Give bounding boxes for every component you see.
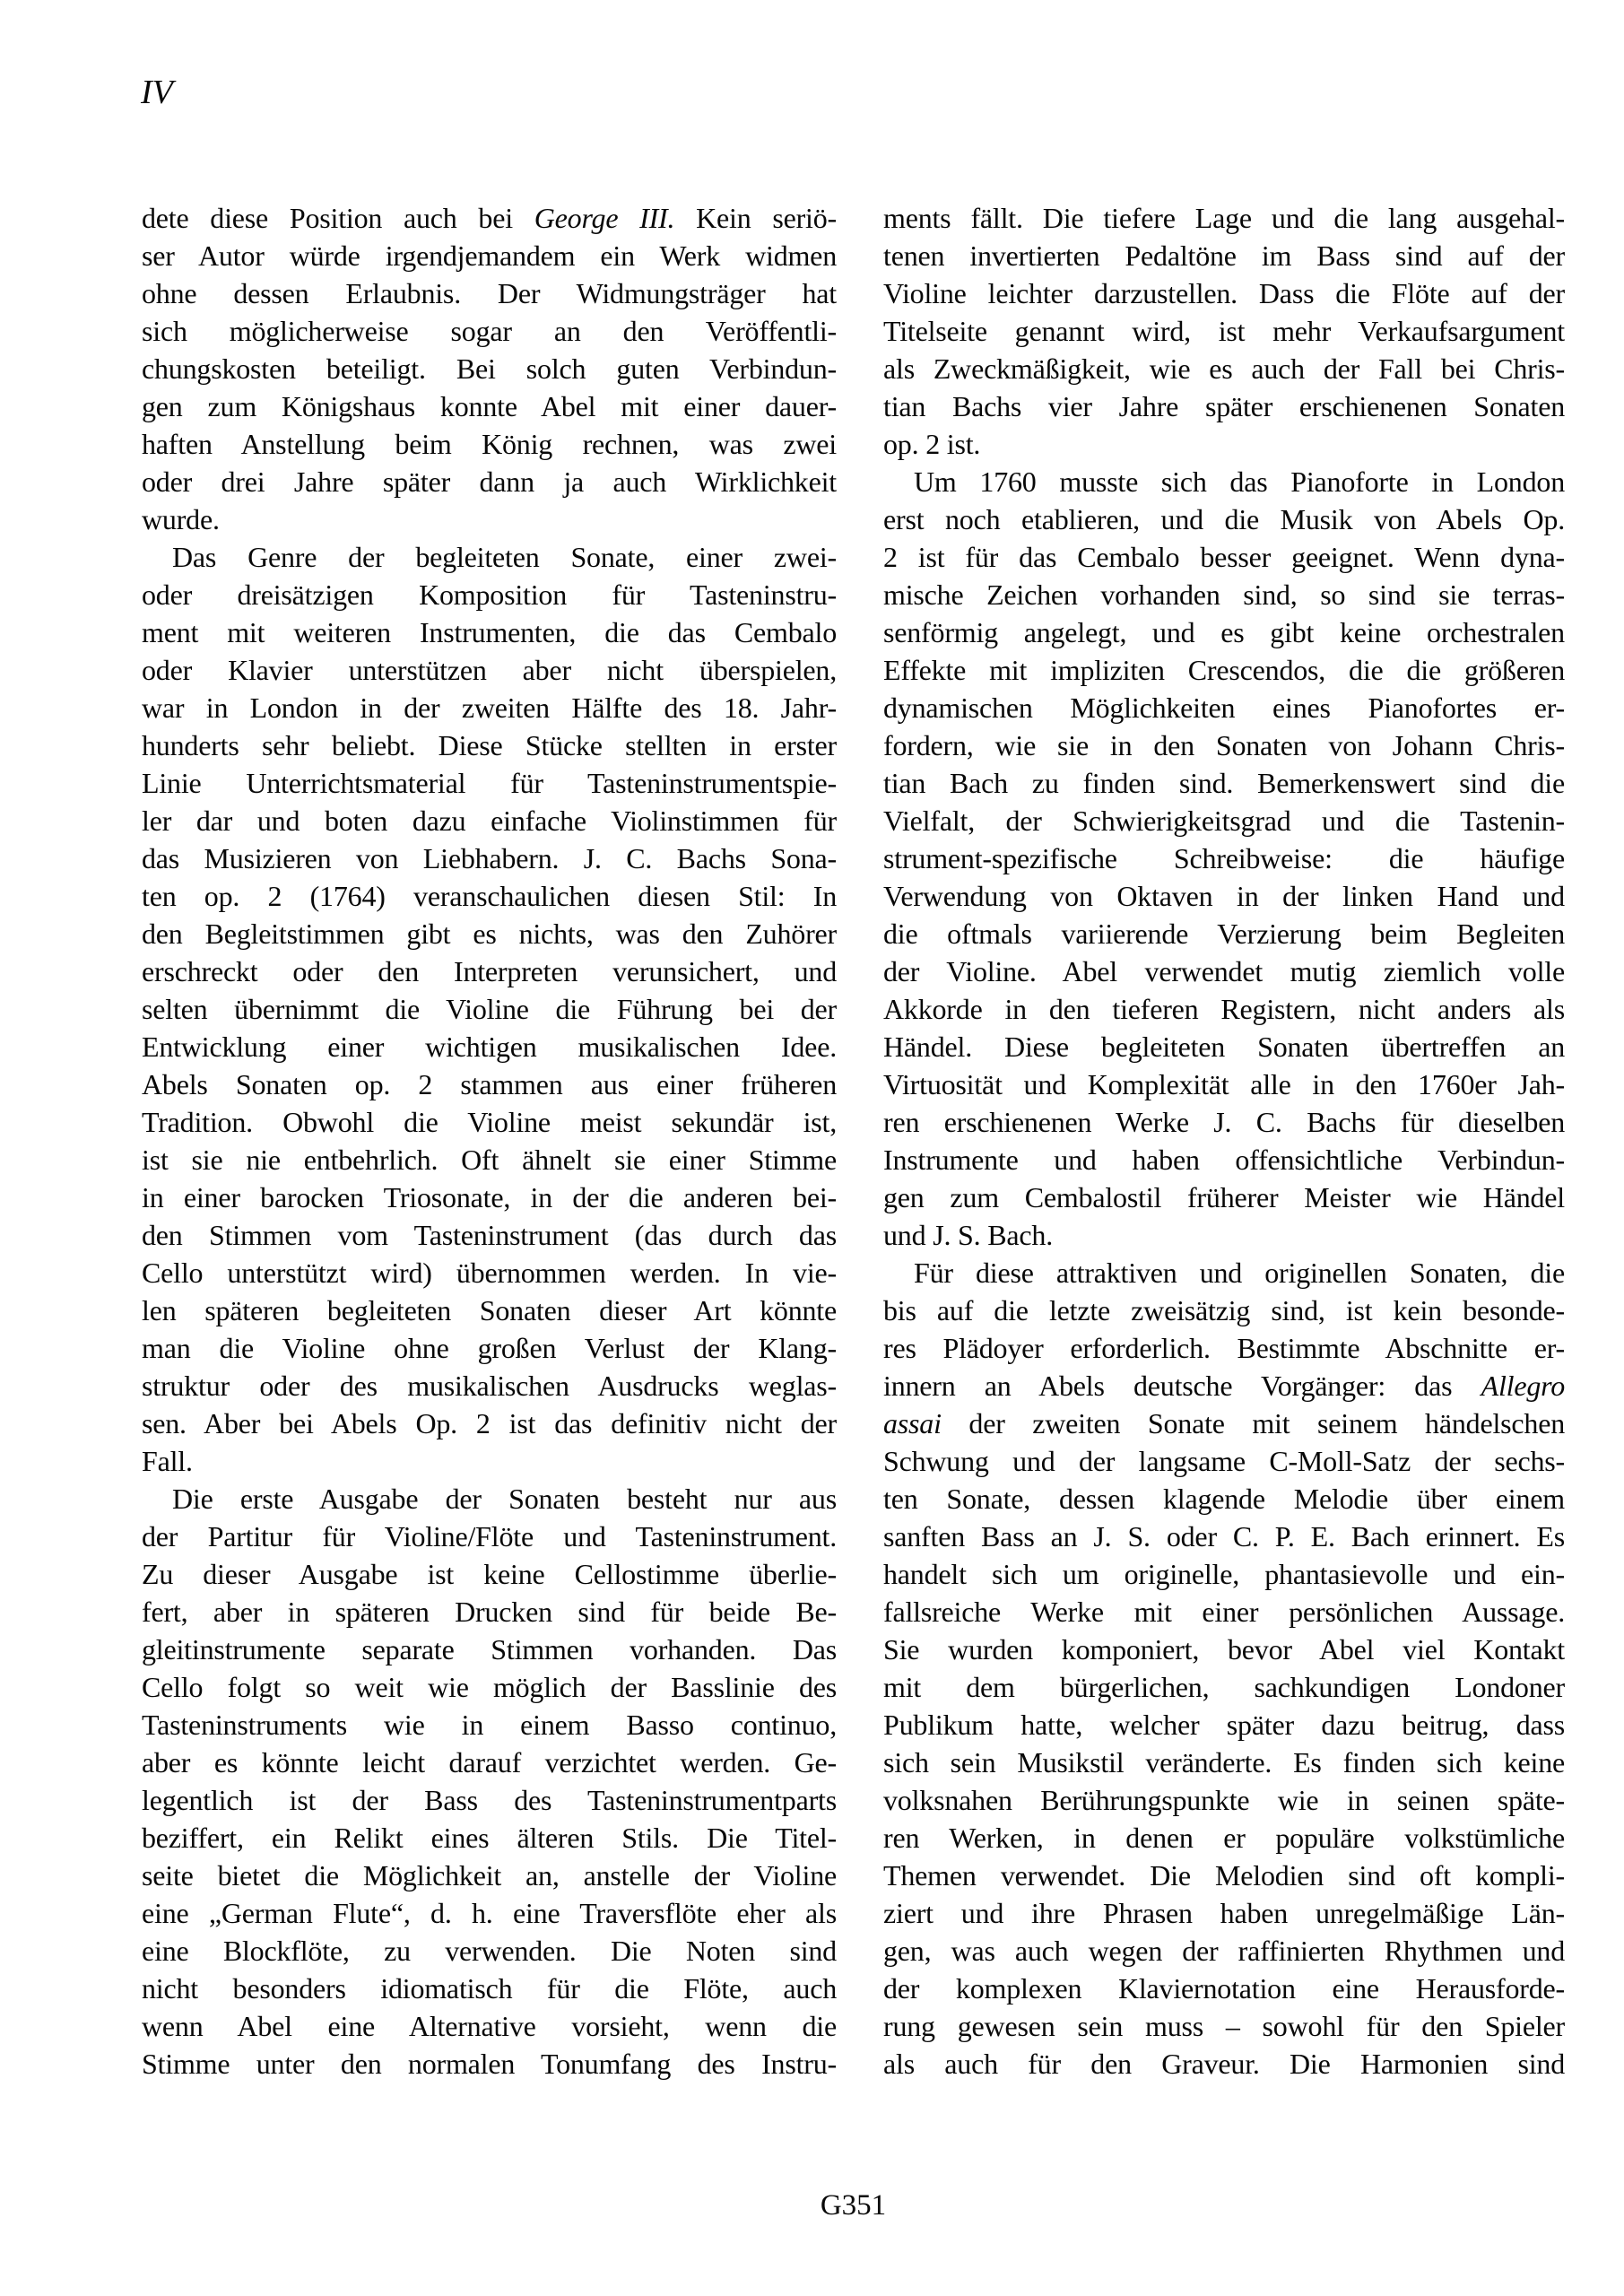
paragraph	[883, 463, 1565, 1254]
text-line: fordern, wie sie in den Sonaten von Johann Chris-	[883, 729, 1565, 761]
text-line: tenen invertierten Pedaltöne im Bass sind auf der	[883, 239, 1565, 272]
text-line: Für diese attraktiven und originellen Sonaten, die	[914, 1257, 1565, 1289]
text-line: als auch für den Graveur. Die Harmonien sind	[883, 2048, 1565, 2080]
text-line: Abels Sonaten op. 2 stammen aus einer früheren	[142, 1068, 837, 1100]
text-line: fallsreiche Werke mit einer persönlichen Aussage.	[883, 1596, 1565, 1628]
text-line: seite bietet die Möglichkeit an, anstelle der Violine	[142, 1859, 837, 1892]
text-line: Händel. Diese begleiteten Sonaten übertreffen an	[883, 1031, 1565, 1063]
text-line: sich möglicherweise sogar an den Veröffentli-	[142, 315, 837, 347]
text-line: ler dar und boten dazu einfache Violinstimmen für	[142, 804, 837, 837]
italic-text-segment: assai	[883, 1407, 942, 1439]
text-segment: Kein seriö-	[674, 202, 837, 234]
text-line: gen, was auch wegen der raffinierten Rhythmen und	[883, 1935, 1565, 1967]
text-line: legentlich ist der Bass des Tasteninstrumentparts	[142, 1784, 837, 1816]
text-line: Publikum hatte, welcher später dazu beitrug, dass	[883, 1709, 1565, 1741]
text-line: wenn Abel eine Alternative vorsieht, wenn die	[142, 2010, 837, 2042]
text-line	[142, 199, 837, 237]
text-line: Virtuosität und Komplexität alle in den 1760er Jah-	[883, 1068, 1565, 1100]
text-line: erst noch etablieren, und die Musik von Abels Op.	[883, 503, 1565, 535]
two-column-text-block	[142, 199, 1565, 2083]
text-line: ren Werken, in denen er populäre volkstümliche	[883, 1822, 1565, 1854]
text-line: gleitinstrumente separate Stimmen vorhanden. Das	[142, 1633, 837, 1665]
text-line: wurde.	[142, 503, 220, 535]
text-line: Linie Unterrichtsmaterial für Tasteninstrumentspie-	[142, 767, 837, 799]
text-line: haften Anstellung beim König rechnen, was zwei	[142, 428, 837, 460]
text-line: das Musizieren von Liebhabern. J. C. Bachs Sona-	[142, 842, 837, 874]
text-line: gen zum Cembalostil früherer Meister wie Händel	[883, 1181, 1565, 1213]
text-line: Tradition. Obwohl die Violine meist sekundär ist,	[142, 1106, 837, 1138]
right-column	[883, 199, 1565, 2083]
text-line: oder drei Jahre später dann ja auch Wirklichkeit	[142, 465, 837, 498]
text-line: Cello folgt so weit wie möglich der Basslinie des	[142, 1671, 837, 1703]
text-line: nicht besonders idiomatisch für die Flöte, auch	[142, 1972, 837, 2005]
page-number-roman: IV	[141, 74, 173, 111]
text-line: eine „German Flute“, d. h. eine Traversflöte eher als	[142, 1897, 837, 1929]
text-line: Zu dieser Ausgabe ist keine Cellostimme überlie-	[142, 1558, 837, 1590]
text-line: Titelseite genannt wird, ist mehr Verkaufsargument	[883, 315, 1565, 347]
text-line: als Zweckmäßigkeit, wie es auch der Fall bei Chris-	[883, 352, 1565, 385]
text-line: Akkorde in den tieferen Registern, nicht anders als	[883, 993, 1565, 1025]
plate-number: G351	[820, 2189, 887, 2222]
text-line: und J. S. Bach.	[883, 1219, 1054, 1251]
text-line: sich sein Musikstil veränderte. Es finden sich keine	[883, 1746, 1565, 1779]
text-line: tian Bach zu finden sind. Bemerkenswert sind die	[883, 767, 1565, 799]
text-line: ten Sonate, dessen klagende Melodie über einem	[883, 1483, 1565, 1515]
text-line: ments fällt. Die tiefere Lage und die lang ausgehal-	[883, 202, 1565, 234]
text-line	[883, 1367, 1565, 1405]
left-column	[142, 199, 837, 2083]
text-line: der Partitur für Violine/Flöte und Tasteninstrument.	[142, 1520, 837, 1552]
text-line: op. 2 ist.	[883, 428, 981, 460]
text-line: ziert und ihre Phrasen haben unregelmäßige Län-	[883, 1897, 1565, 1929]
text-line: aber es könnte leicht darauf verzichtet werden. Ge-	[142, 1746, 837, 1779]
paragraph	[883, 199, 1565, 463]
text-line	[883, 1405, 1565, 1442]
italic-text-segment: George III.	[534, 202, 675, 234]
text-segment: der zweiten Sonate mit seinem händelschen	[941, 1407, 1565, 1439]
text-line: fert, aber in späteren Drucken sind für beide Be-	[142, 1596, 837, 1628]
text-line: rung gewesen sein muss – sowohl für den Spieler	[883, 2010, 1565, 2042]
paragraph	[142, 538, 837, 1480]
text-line: selten übernimmt die Violine die Führung bei der	[142, 993, 837, 1025]
text-line: Effekte mit impliziten Crescendos, die die größeren	[883, 654, 1565, 686]
text-line: ren erschienenen Werke J. C. Bachs für dieselben	[883, 1106, 1565, 1138]
text-line: Das Genre der begleiteten Sonate, einer zwei-	[172, 541, 837, 573]
text-line: hunderts sehr beliebt. Diese Stücke stellten in erster	[142, 729, 837, 761]
text-line: dynamischen Möglichkeiten eines Pianofortes er-	[883, 691, 1565, 724]
text-line: der komplexen Klaviernotation eine Herausforde-	[883, 1972, 1565, 2005]
text-line: Tasteninstruments wie in einem Basso continuo,	[142, 1709, 837, 1741]
text-line: man die Violine ohne großen Verlust der Klang-	[142, 1332, 837, 1364]
text-line: Cello unterstützt wird) übernommen werden. In vie-	[142, 1257, 837, 1289]
text-line: handelt sich um originelle, phantasievolle und ein-	[883, 1558, 1565, 1590]
text-line: senförmig angelegt, und es gibt keine orchestralen	[883, 616, 1565, 648]
text-line: in einer barocken Triosonate, in der die anderen bei-	[142, 1181, 837, 1213]
text-line: 2 ist für das Cembalo besser geeignet. Wenn dyna-	[883, 541, 1565, 573]
text-line: den Begleitstimmen gibt es nichts, was den Zuhörer	[142, 918, 837, 950]
text-line: sanften Bass an J. S. oder C. P. E. Bach erinnert. Es	[883, 1520, 1565, 1552]
italic-text-segment: Allegro	[1481, 1370, 1565, 1402]
text-line: strument-spezifische Schreibweise: die häufige	[883, 842, 1565, 874]
text-line: ment mit weiteren Instrumenten, die das Cembalo	[142, 616, 837, 648]
text-line: bis auf die letzte zweisätzig sind, ist kein besonde-	[883, 1294, 1565, 1326]
text-line: war in London in der zweiten Hälfte des 18. Jahr-	[142, 691, 837, 724]
text-line: ten op. 2 (1764) veranschaulichen diesen Stil: In	[142, 880, 837, 912]
text-line: struktur oder des musikalischen Ausdrucks weglas-	[142, 1370, 837, 1402]
text-line: erschreckt oder den Interpreten verunsichert, und	[142, 955, 837, 987]
text-line: die oftmals variierende Verzierung beim Begleiten	[883, 918, 1565, 950]
text-line: eine Blockflöte, zu verwenden. Die Noten sind	[142, 1935, 837, 1967]
paragraph	[883, 1254, 1565, 2083]
text-line: Entwicklung einer wichtigen musikalischen Idee.	[142, 1031, 837, 1063]
text-line: volksnahen Berührungspunkte wie in seinen späte-	[883, 1784, 1565, 1816]
text-line: Instrumente und haben offensichtliche Verbindun-	[883, 1144, 1565, 1176]
text-line: mische Zeichen vorhanden sind, so sind sie terras-	[883, 578, 1565, 611]
text-line: Schwung und der langsame C-Moll-Satz der sechs-	[883, 1445, 1565, 1477]
text-line: ist sie nie entbehrlich. Oft ähnelt sie einer Stimme	[142, 1144, 837, 1176]
paragraph	[142, 1480, 837, 2083]
text-line: Vielfalt, der Schwierigkeitsgrad und die Tastenin-	[883, 804, 1565, 837]
text-line: beziffert, ein Relikt eines älteren Stils. Die Titel-	[142, 1822, 837, 1854]
column-gutter	[837, 199, 883, 2083]
text-line: Fall.	[142, 1445, 193, 1477]
text-line: oder dreisätzigen Komposition für Tasteninstru-	[142, 578, 837, 611]
text-line: gen zum Königshaus konnte Abel mit einer dauer-	[142, 390, 837, 422]
text-line: Die erste Ausgabe der Sonaten besteht nur aus	[172, 1483, 837, 1515]
text-line: res Plädoyer erforderlich. Bestimmte Abschnitte er-	[883, 1332, 1565, 1364]
text-line: Stimme unter den normalen Tonumfang des Instru-	[142, 2048, 837, 2080]
text-line: der Violine. Abel verwendet mutig ziemlich volle	[883, 955, 1565, 987]
text-line: den Stimmen vom Tasteninstrument (das durch das	[142, 1219, 837, 1251]
text-line: ohne dessen Erlaubnis. Der Widmungsträger hat	[142, 277, 837, 309]
text-line: Themen verwendet. Die Melodien sind oft kompli-	[883, 1859, 1565, 1892]
text-line: ser Autor würde irgendjemandem ein Werk widmen	[142, 239, 837, 272]
text-line: Verwendung von Oktaven in der linken Hand und	[883, 880, 1565, 912]
text-line: tian Bachs vier Jahre später erschienenen Sonaten	[883, 390, 1565, 422]
text-line: Sie wurden komponiert, bevor Abel viel Kontakt	[883, 1633, 1565, 1665]
text-segment: innern an Abels deutsche Vorgänger: das	[883, 1370, 1481, 1402]
text-line: len späteren begleiteten Sonaten dieser Art könnte	[142, 1294, 837, 1326]
text-line: oder Klavier unterstützen aber nicht überspielen,	[142, 654, 837, 686]
text-segment: dete diese Position auch bei	[142, 202, 534, 234]
text-line: chungskosten beteiligt. Bei solch guten Verbindun-	[142, 352, 837, 385]
text-line: Violine leichter darzustellen. Dass die Flöte auf der	[883, 277, 1565, 309]
paragraph	[142, 199, 837, 538]
text-line: mit dem bürgerlichen, sachkundigen Londoner	[883, 1671, 1565, 1703]
text-line: Um 1760 musste sich das Pianoforte in London	[914, 465, 1565, 498]
text-line: sen. Aber bei Abels Op. 2 ist das definitiv nicht der	[142, 1407, 837, 1439]
